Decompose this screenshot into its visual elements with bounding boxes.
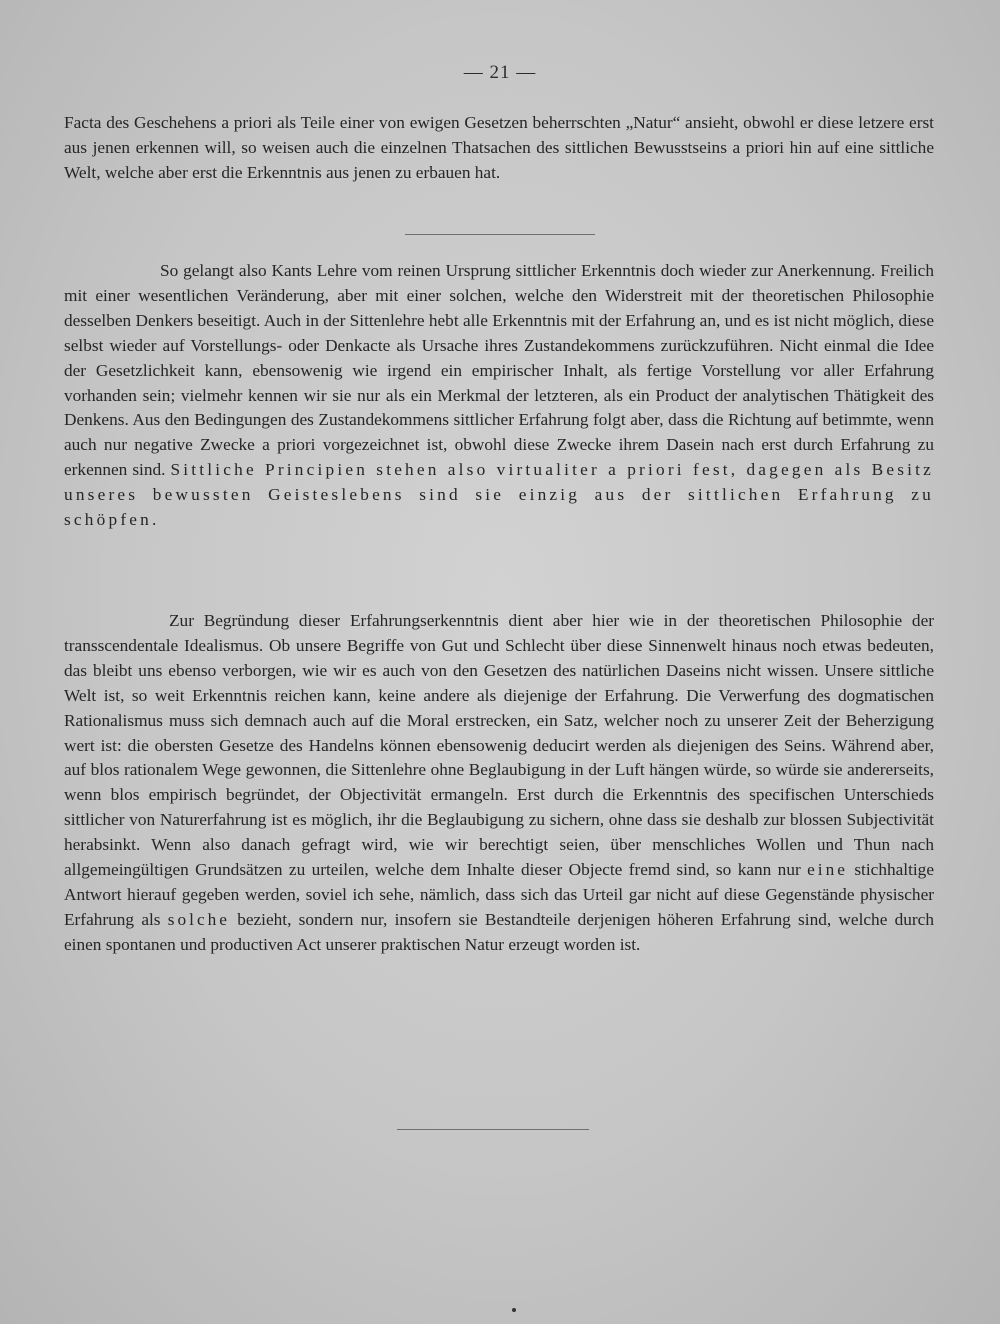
section-divider-top — [405, 234, 595, 235]
paragraph-kant-doctrine-text: So gelangt also Kants Lehre vom reinen Ursprung sittlicher Erkenntnis doch wieder zur Anerkennung. Freilich mit einer wesentlichen Veränderung, aber mit einer solchen, welche den Widerstreit mit der theoretischen Philosophie desselben Denkers beseitigt. Auch in der Sittenlehre hebt alle Erkenntnis mit der Erfahrung an, und es ist nicht möglich, diese selbst wieder auf Vorstellungs- oder Denkacte als Ursache ihres Zustandekommens zurückzuführen. Nicht einmal die Idee der Gesetzlichkeit kann, ebensowenig wie irgend ein empirischer Inhalt, als fertige Vorstellung vor aller Erfahrung vorhanden sein; vielmehr kennen wir sie nur als ein Merkmal der letzteren, als ein Product der analytischen Thätigkeit des Denkens. Aus den Bedingungen des Zustandekommens sittlicher Erfahrung folgt aber, dass die Richtung auf betimmte, wenn auch nur negative Zwecke a priori vorgezeichnet ist, obwohl diese Zwecke ihrem Dasein nach erst durch Erfahrung zu erkennen sind. — [64, 261, 934, 480]
emphasized-word-solche: solche — [167, 909, 230, 929]
paragraph-transcendental-idealism — [64, 609, 934, 958]
paragraph-idealism-text-part1: Zur Begründung dieser Erfahrungserkenntnis dient aber hier wie in der theoretischen Philosophie der transscendentale Idealismus. Ob unsere Begriffe von Gut und Schlecht über diese Sinnenwelt hinaus noch etwas bedeuten, das bleibt uns ebenso verborgen, wie wir es auch von den Gesetzen des natürlichen Daseins nicht wissen. Unsere sittliche Welt ist, so weit Erkenntnis reichen kann, keine andere als diejenige der Erfahrung. Die Verwerfung des dogmatischen Rationalismus muss sich demnach auch auf die Moral erstrecken, ein Satz, welcher noch zu unserer Zeit der Beherzigung wert ist: die obersten Gesetze des Handelns können ebensowenig deducirt werden als diejenigen des Seins. Während aber, auf blos rationalem Wege gewonnen, die Sittenlehre ohne Beglaubigung in der Luft hängen würde, so würde sie andererseits, wenn blos empirisch begründet, der Objectivität ermangeln. Erst durch die Erkenntnis des specifischen Unterschieds sittlicher von Naturerfahrung ist es möglich, ihr die Beglaubigung zu sichern, ohne dass sie deshalb zur blossen Subjectivität herabsinkt. Wenn also danach gefragt wird, wie wir berechtigt seien, über menschliches Wollen und Thun nach allgemeingültigen Grundsätzen zu urteilen, welche dem Inhalte dieser Objecte fremd sind, so kann nur — [64, 611, 934, 880]
paragraph-continuation: Facta des Geschehens a priori als Teile einer von ewigen Gesetzen beherrschten „Natur“ ansieht, obwohl er diese letzere erst aus jenen erkennen will, so weisen auch die einzelnen Thatsachen des sittlichen Bewusstseins a priori hin auf eine sittliche Welt, welche aber erst die Erkenntnis aus jenen zu erbauen hat. — [64, 113, 934, 182]
page-number: — 21 — — [463, 62, 537, 83]
print-speck — [512, 1308, 516, 1312]
section-divider-bottom — [397, 1129, 589, 1130]
paragraph-kant-doctrine — [64, 259, 934, 533]
emphasized-principles-text: Sittliche Principien stehen also virtualiter a priori fest, dagegen als Besitz unseres bewussten Geisteslebens sind sie einzig aus der sittlichen Erfahrung zu schöpfen. — [64, 460, 935, 530]
emphasized-word-eine: eine — [807, 860, 848, 880]
paragraph-idealism-text-part3: bezieht, sondern nur, insofern sie Bestandteile derjenigen höheren Erfahrung sind, welche durch einen spontanen und productiven Act unserer praktischen Natur erzeugt worden ist. — [64, 909, 934, 954]
paragraph-idealism-text-part2: stichhaltige Antwort hierauf gegeben werden, soviel ich sehe, nämlich, dass sich das Urteil gar nicht auf diese Gegenstände physischer Erfahrung als — [64, 860, 934, 929]
